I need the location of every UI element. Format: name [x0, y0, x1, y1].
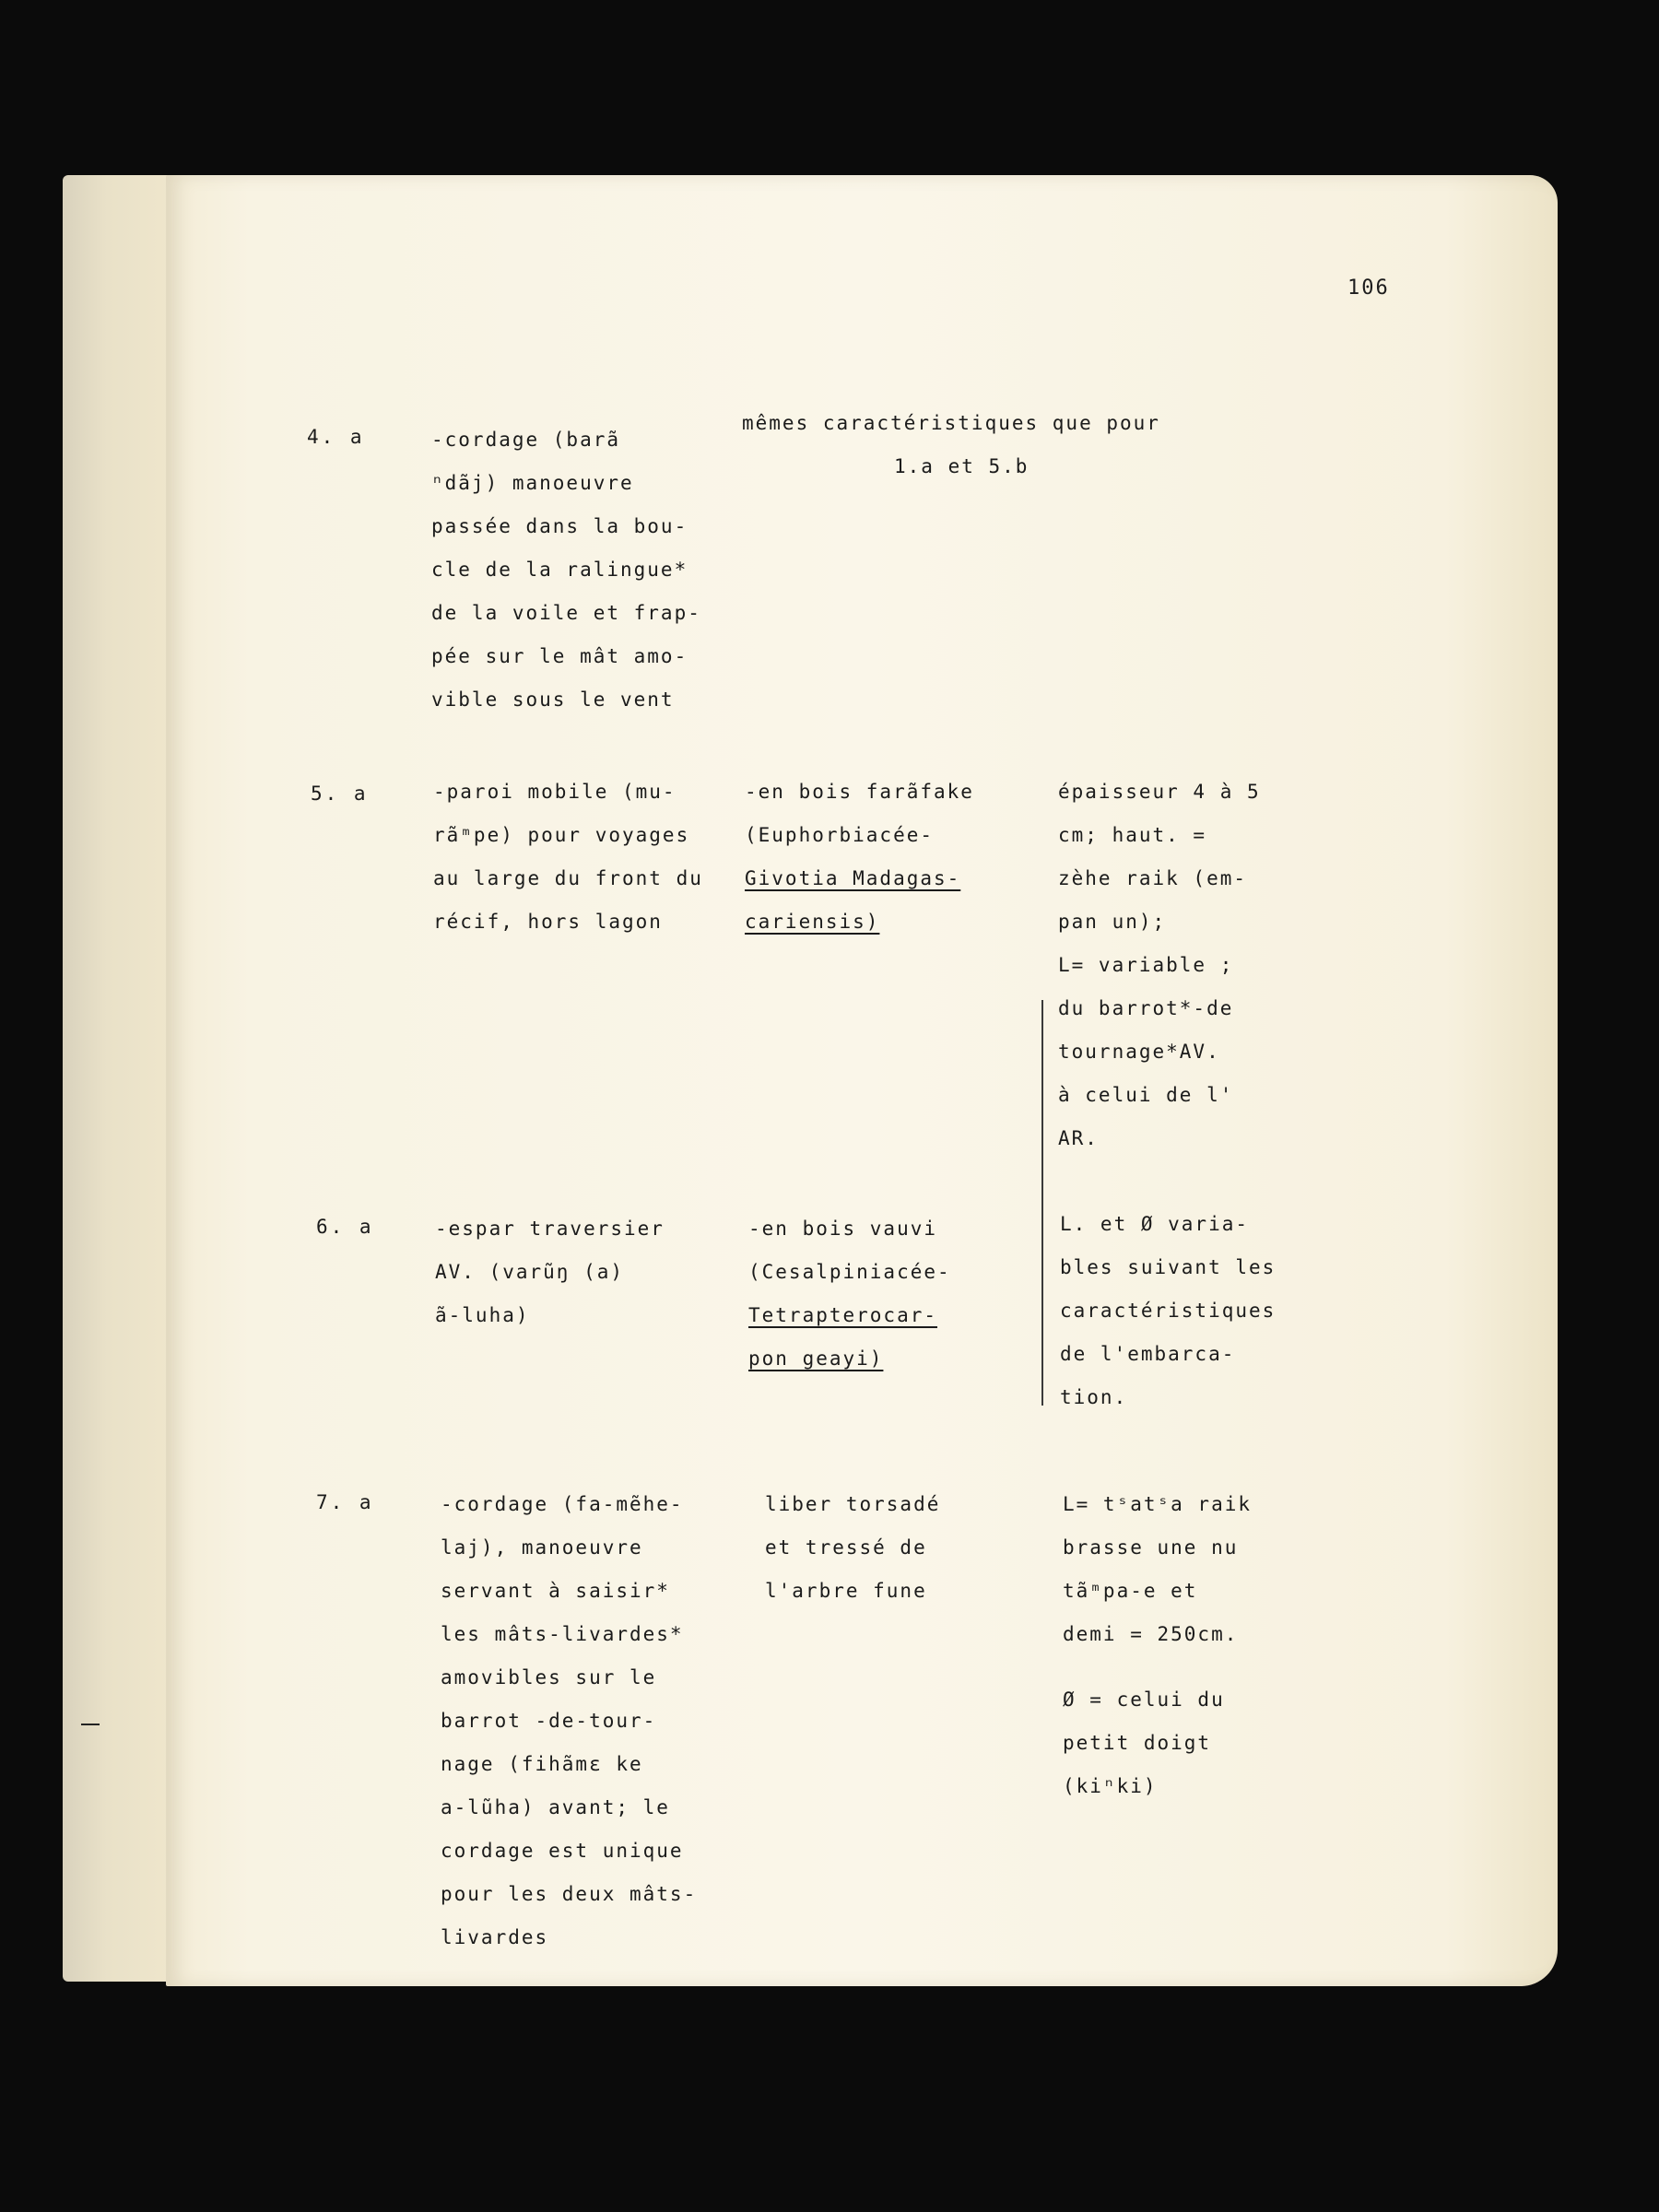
text-line: brasse une nu — [1063, 1536, 1239, 1559]
row-6a-col-description — [435, 1207, 665, 1337]
text-line: au large du front du — [433, 867, 703, 889]
text-line: pée sur le mât amo- — [431, 645, 688, 667]
row-7a-col-description — [441, 1483, 697, 1959]
text-line: à celui de l' — [1058, 1084, 1234, 1106]
text-line: Ø = celui du — [1063, 1688, 1225, 1711]
text-line: L. et Ø varia- — [1060, 1213, 1250, 1235]
text-line: ã-luha) — [435, 1304, 530, 1326]
text-line: passée dans la bou- — [431, 515, 688, 537]
text-line: de l'embarca- — [1060, 1343, 1236, 1365]
row-5a-col-description — [433, 771, 703, 944]
text-line: a-lũha) avant; le — [441, 1796, 670, 1818]
text-line: -cordage (fa-mẽhe- — [441, 1493, 684, 1515]
text-line: pan un); — [1058, 911, 1167, 933]
column-rule — [1041, 1000, 1043, 1406]
text-line: -en bois farãfake — [745, 781, 974, 803]
text-line: barrot -de-tour- — [441, 1710, 657, 1732]
text-line: Givotia Madagas- — [745, 867, 961, 889]
text-line: -cordage (barã — [431, 429, 621, 451]
text-line: et tressé de — [765, 1536, 927, 1559]
text-line: récif, hors lagon — [433, 911, 663, 933]
text-line: demi = 250cm. — [1063, 1623, 1239, 1645]
row-4a-col-description — [431, 418, 701, 722]
text-line: -en bois vauvi — [748, 1218, 938, 1240]
text-line: l'arbre fune — [765, 1580, 927, 1602]
text-line: -paroi mobile (mu- — [433, 781, 677, 803]
text-line: -espar traversier — [435, 1218, 665, 1240]
row-number: 7. a — [316, 1491, 374, 1513]
page-number: 106 — [1347, 276, 1390, 300]
text-line: AV. (varũŋ (a) — [435, 1261, 625, 1283]
row-number: 4. a — [307, 426, 365, 448]
text-line: tãᵐpa-e et — [1063, 1580, 1198, 1602]
text-line: 1.a et 5.b — [894, 455, 1030, 477]
edge-mark — [81, 1724, 100, 1725]
text-line: mêmes caractéristiques que pour — [742, 412, 1160, 434]
text-line: L= variable ; — [1058, 954, 1234, 976]
text-line: cm; haut. = — [1058, 824, 1207, 846]
text-line: L= tˢatˢa raik — [1063, 1493, 1253, 1515]
text-line: bles suivant les — [1060, 1256, 1277, 1278]
text-line: nage (fihãmɛ ke — [441, 1753, 643, 1775]
row-5a-col-material — [745, 771, 974, 944]
text-line: (Euphorbiacée- — [745, 824, 935, 846]
row-6a-col-material — [748, 1207, 951, 1381]
text-line: les mâts-livardes* — [441, 1623, 684, 1645]
row-6a-col-dimensions — [1060, 1203, 1276, 1419]
text-line: ⁿdãj) manoeuvre — [431, 472, 634, 494]
text-line: caractéristiques — [1060, 1300, 1277, 1322]
text-line: laj), manoeuvre — [441, 1536, 643, 1559]
text-line: zèhe raik (em- — [1058, 867, 1248, 889]
row-7a-col-dimensions — [1063, 1483, 1252, 1808]
text-line: petit doigt — [1063, 1732, 1212, 1754]
text-line: rãᵐpe) pour voyages — [433, 824, 690, 846]
row-number: 5. a — [311, 782, 369, 805]
text-line: tion. — [1060, 1386, 1128, 1408]
text-line: pon geayi) — [748, 1347, 884, 1370]
row-7a-col-material — [765, 1483, 940, 1613]
text-line: AR. — [1058, 1127, 1099, 1149]
text-line: (kiⁿki) — [1063, 1775, 1158, 1797]
page-edge-stack — [63, 175, 173, 1982]
row-5a-col-dimensions — [1058, 771, 1261, 1160]
text-line: de la voile et frap- — [431, 602, 701, 624]
text-line: pour les deux mâts- — [441, 1883, 698, 1905]
row-4a-col-material — [742, 402, 1160, 488]
text-line: amovibles sur le — [441, 1666, 657, 1688]
text-line: du barrot*-de — [1058, 997, 1234, 1019]
text-line: vible sous le vent — [431, 688, 675, 711]
row-number: 6. a — [316, 1216, 374, 1238]
text-line: cordage est unique — [441, 1840, 684, 1862]
text-line: épaisseur 4 à 5 — [1058, 781, 1261, 803]
text-line: livardes — [441, 1926, 549, 1948]
text-line: liber torsadé — [765, 1493, 941, 1515]
text-line: Tetrapterocar- — [748, 1304, 938, 1326]
text-line: servant à saisir* — [441, 1580, 670, 1602]
text-line: cariensis) — [745, 911, 880, 933]
text-line: cle de la ralingue* — [431, 559, 688, 581]
text-line: (Cesalpiniacée- — [748, 1261, 951, 1283]
text-line: tournage*AV. — [1058, 1041, 1220, 1063]
